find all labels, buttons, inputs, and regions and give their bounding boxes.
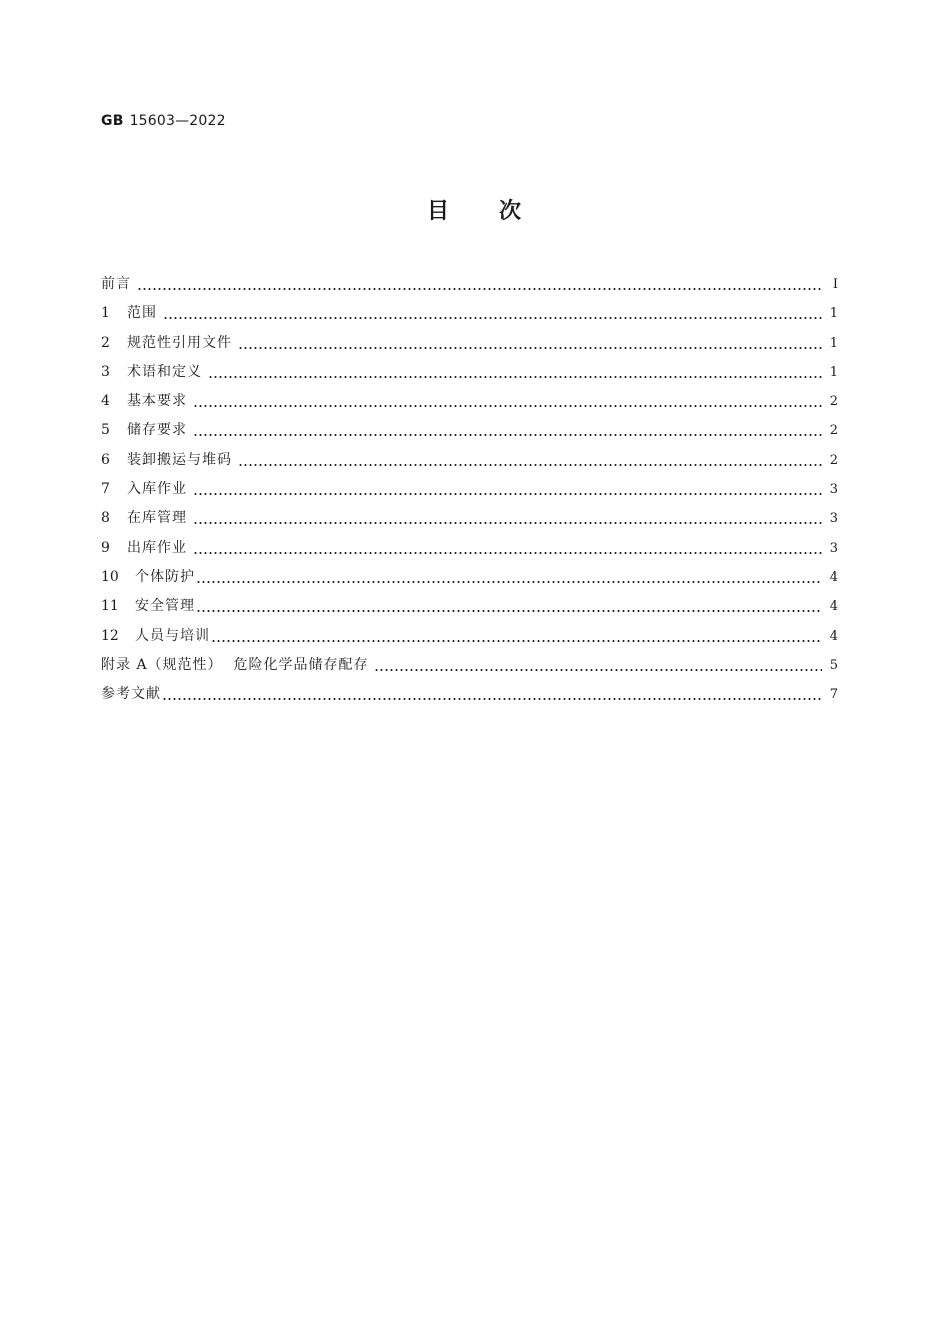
toc-leader-dots bbox=[193, 504, 822, 533]
toc-entry-number: 7 bbox=[101, 481, 110, 498]
toc-entry-number: 4 bbox=[101, 393, 110, 410]
toc-leader-dots bbox=[193, 475, 822, 504]
toc-entry-page: 2 bbox=[829, 452, 838, 468]
toc-entry-number: 3 bbox=[101, 363, 110, 380]
toc-entry-2[interactable] bbox=[101, 329, 838, 358]
toc-entry-references[interactable] bbox=[101, 680, 838, 709]
toc-entry-page: 3 bbox=[829, 482, 838, 498]
toc-leader-dots bbox=[196, 563, 822, 592]
toc-entry-label: 范围 bbox=[127, 305, 157, 322]
toc-leader-dots bbox=[238, 446, 822, 475]
toc-entry-label: 安全管理 bbox=[135, 598, 195, 615]
toc-entry-number: 2 bbox=[101, 334, 110, 351]
toc-entry-label: 储存要求 bbox=[127, 422, 187, 439]
toc-entry-10[interactable] bbox=[101, 563, 838, 592]
toc-leader-dots bbox=[196, 592, 822, 621]
toc-leader-dots bbox=[238, 329, 822, 358]
standard-code: GB bbox=[101, 113, 124, 129]
toc-entry-5[interactable] bbox=[101, 416, 838, 445]
toc-entry-page: 3 bbox=[829, 540, 838, 556]
toc-entry-label: 入库作业 bbox=[127, 481, 187, 498]
toc-leader-dots bbox=[162, 680, 822, 709]
toc-entry-label: 前言 bbox=[101, 276, 131, 292]
toc-entry-9[interactable] bbox=[101, 534, 838, 563]
toc-title bbox=[0, 194, 950, 225]
toc-title-char: 次 bbox=[499, 199, 524, 224]
toc-entry-label: 附录 A（规范性） 危险化学品储存配存 bbox=[101, 656, 369, 673]
toc-leader-dots bbox=[163, 299, 822, 328]
toc-leader-dots bbox=[374, 651, 822, 680]
toc-entry-page: 4 bbox=[829, 569, 838, 585]
toc-entry-8[interactable] bbox=[101, 504, 838, 533]
toc-entry-page: 1 bbox=[829, 306, 838, 322]
toc-entry-label: 装卸搬运与堆码 bbox=[127, 451, 232, 468]
toc-entry-number: 11 bbox=[101, 598, 119, 615]
toc-entry-page: 1 bbox=[829, 335, 838, 351]
toc-entry-page: 4 bbox=[829, 599, 838, 615]
toc-entry-appendix-a[interactable] bbox=[101, 651, 838, 680]
standard-number: 15603—2022 bbox=[129, 113, 226, 129]
toc-entry-number: 9 bbox=[101, 539, 110, 556]
toc-entry-label: 规范性引用文件 bbox=[127, 334, 232, 351]
toc-leader-dots bbox=[193, 416, 822, 445]
toc-entry-label: 术语和定义 bbox=[127, 363, 202, 380]
toc-entry-3[interactable] bbox=[101, 358, 838, 387]
toc-entry-number: 10 bbox=[101, 568, 119, 585]
toc-list bbox=[101, 270, 838, 709]
toc-entry-label: 基本要求 bbox=[127, 393, 187, 410]
toc-entry-12[interactable] bbox=[101, 622, 838, 651]
toc-entry-label: 个体防护 bbox=[135, 568, 195, 585]
toc-entry-label: 参考文献 bbox=[101, 686, 161, 703]
toc-entry-number: 5 bbox=[101, 422, 110, 439]
toc-entry-label: 人员与培训 bbox=[135, 627, 210, 644]
toc-leader-dots bbox=[208, 358, 822, 387]
toc-entry-label: 出库作业 bbox=[127, 539, 187, 556]
toc-entry-page: 5 bbox=[829, 657, 838, 673]
toc-entry-page: 1 bbox=[829, 364, 838, 380]
toc-entry-number: 12 bbox=[101, 627, 119, 644]
page-header bbox=[101, 113, 226, 129]
toc-leader-dots bbox=[193, 534, 822, 563]
toc-entry-1[interactable] bbox=[101, 299, 838, 328]
toc-entry-number: 8 bbox=[101, 510, 110, 527]
toc-entry-page: 2 bbox=[829, 423, 838, 439]
toc-leader-dots bbox=[211, 622, 822, 651]
toc-entry-6[interactable] bbox=[101, 446, 838, 475]
toc-entry-page: 3 bbox=[829, 511, 838, 527]
toc-entry-page: Ⅰ bbox=[832, 277, 838, 292]
toc-title-char: 目 bbox=[426, 199, 451, 224]
toc-entry-page: 7 bbox=[829, 687, 838, 703]
toc-entry-page: 4 bbox=[829, 628, 838, 644]
toc-entry-number: 1 bbox=[101, 305, 110, 322]
toc-entry-page: 2 bbox=[829, 394, 838, 410]
toc-entry-number: 6 bbox=[101, 451, 110, 468]
toc-leader-dots bbox=[193, 387, 822, 416]
toc-entry-7[interactable] bbox=[101, 475, 838, 504]
toc-leader-dots bbox=[137, 270, 822, 299]
toc-entry-label: 在库管理 bbox=[127, 510, 187, 527]
toc-entry-4[interactable] bbox=[101, 387, 838, 416]
toc-entry-11[interactable] bbox=[101, 592, 838, 621]
toc-entry-preface[interactable] bbox=[101, 270, 838, 299]
